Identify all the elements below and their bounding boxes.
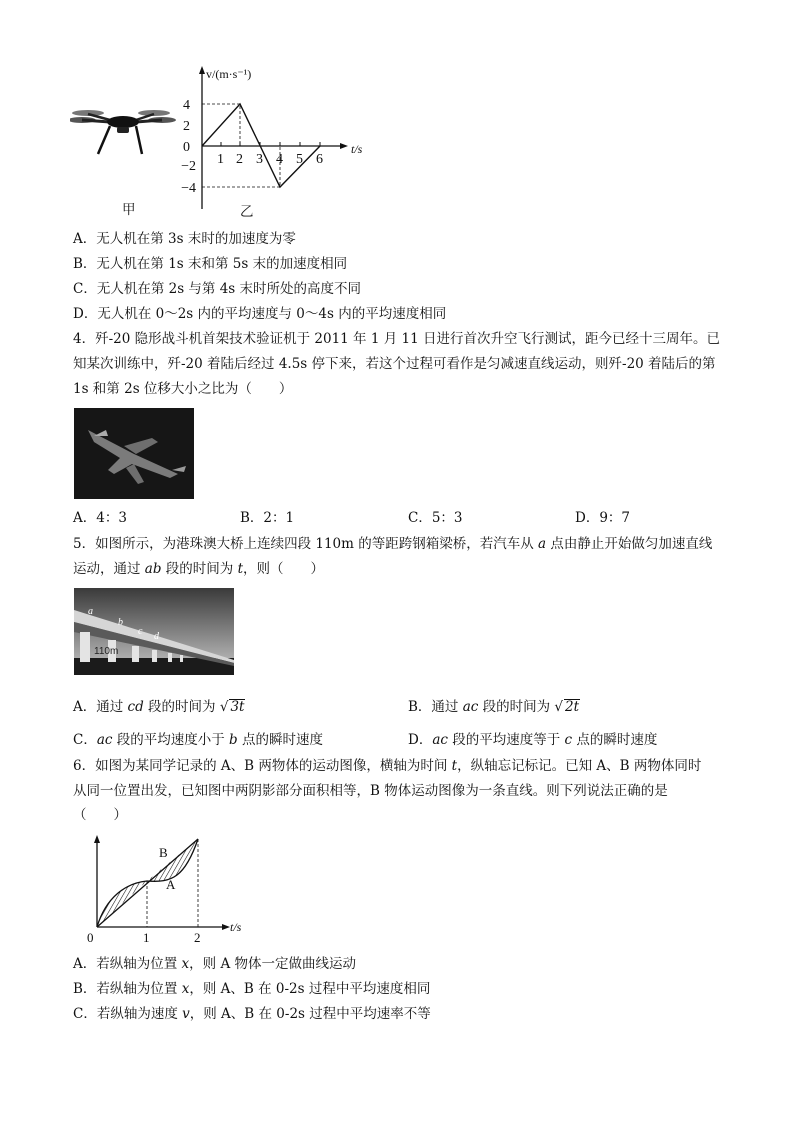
bridge-photo: [74, 588, 234, 675]
q4-option-d: D．9：7: [575, 510, 631, 526]
q5-stem-line2: 运动，通过 ab 段的时间为 t，则（ ）: [73, 561, 325, 577]
x-tick-0: 0: [87, 930, 94, 945]
fig-yi-label: 乙: [240, 204, 254, 220]
x-tick-1: 1: [217, 152, 224, 167]
y-tick-2: 2: [183, 119, 190, 134]
q5-option-d: D．ac 段的平均速度等于 c 点的瞬时速度: [408, 732, 658, 748]
bridge-label-b: b: [118, 617, 123, 628]
ab-motion-graph: [80, 833, 260, 945]
q4-option-a: A．4：3: [73, 510, 127, 526]
sqrt-sign: √: [219, 699, 229, 715]
q5-option-a: A．通过 cd 段的时间为 √ 3t: [73, 699, 245, 715]
q4-stem-line2: 知某次训练中，歼-20 着陆后经过 4.5s 停下来，若这个过程可看作是匀减速直线运动，则歼-20 着陆后的第: [73, 356, 716, 372]
velocity-time-graph: [181, 64, 378, 212]
q4-stem-line3: 1s 和第 2s 位移大小之比为（ ）: [73, 381, 293, 397]
q3-option-a: A．无人机在第 3s 末时的加速度为零: [73, 231, 296, 247]
label-B: B: [159, 845, 168, 860]
bridge-label-c: c: [138, 626, 143, 637]
x-tick-6: 6: [316, 152, 323, 167]
q5-stem-line1: 5．如图所示，为港珠澳大桥上连续四段 110m 的等距跨钢箱梁桥，若汽车从 a 点由静止开始做匀加速直线: [73, 536, 713, 552]
x-axis-label: t/s: [351, 142, 363, 156]
label-A: A: [166, 877, 176, 892]
x-tick-4: 4: [276, 152, 283, 167]
line-B: [97, 839, 198, 927]
y-tick-neg4: −4: [181, 181, 196, 196]
q6-option-c: C．若纵轴为速度 v，则 A、B 在 0-2s 过程中平均速率不等: [73, 1006, 431, 1022]
q6-option-a: A．若纵轴为位置 x，则 A 物体一定做曲线运动: [73, 956, 357, 972]
bridge-label-110m: 110m: [94, 646, 119, 657]
y-tick-0: 0: [183, 140, 190, 155]
q3-option-c: C．无人机在第 2s 与第 4s 末时所处的高度不同: [73, 281, 362, 297]
x-tick-2: 2: [194, 930, 201, 945]
y-axis-label: v/(m·s⁻¹): [206, 67, 252, 81]
q6-stem-line3: （ ）: [73, 807, 127, 823]
q5-option-b: B．通过 ac 段的时间为 √ 2t: [408, 699, 580, 715]
y-tick-neg2: −2: [181, 159, 196, 174]
q6-option-b: B．若纵轴为位置 x，则 A、B 在 0-2s 过程中平均速度相同: [73, 981, 431, 997]
q4-stem-line1: 4．歼-20 隐形战斗机首架技术验证机于 2011 年 1 月 11 日进行首次升空飞行测试，距今已经十三周年。已: [73, 331, 720, 347]
q4-option-c: C．5：3: [408, 510, 463, 526]
fig-jia-label: 甲: [122, 202, 136, 218]
bridge-label-d: d: [154, 631, 159, 642]
x-axis-label: t/s: [230, 920, 242, 934]
x-tick-5: 5: [296, 152, 303, 167]
y-tick-4: 4: [183, 98, 190, 113]
q6-stem-line1: 6．如图为某同学记录的 A、B 两物体的运动图像，横轴为时间 t，纵轴忘记标记。已知 A、B 两物体同时: [73, 758, 702, 774]
bridge-label-a: a: [88, 606, 93, 617]
drone-image: [70, 100, 176, 162]
q3-option-d: D．无人机在 0～2s 内的平均速度与 0～4s 内的平均速度相同: [73, 306, 447, 322]
q5-option-c: C．ac 段的平均速度小于 b 点的瞬时速度: [73, 732, 323, 748]
x-tick-1: 1: [143, 930, 150, 945]
x-tick-2: 2: [236, 152, 243, 167]
q4-option-b: B．2：1: [240, 510, 295, 526]
q6-stem-line2: 从同一位置出发，已知图中两阴影部分面积相等，B 物体运动图像为一条直线。则下列说法正确的是: [73, 783, 668, 799]
x-tick-3: 3: [256, 152, 263, 167]
j20-photo: [74, 408, 194, 499]
sqrt-sign: √: [554, 699, 564, 715]
q3-option-b: B．无人机在第 1s 末和第 5s 末的加速度相同: [73, 256, 348, 272]
